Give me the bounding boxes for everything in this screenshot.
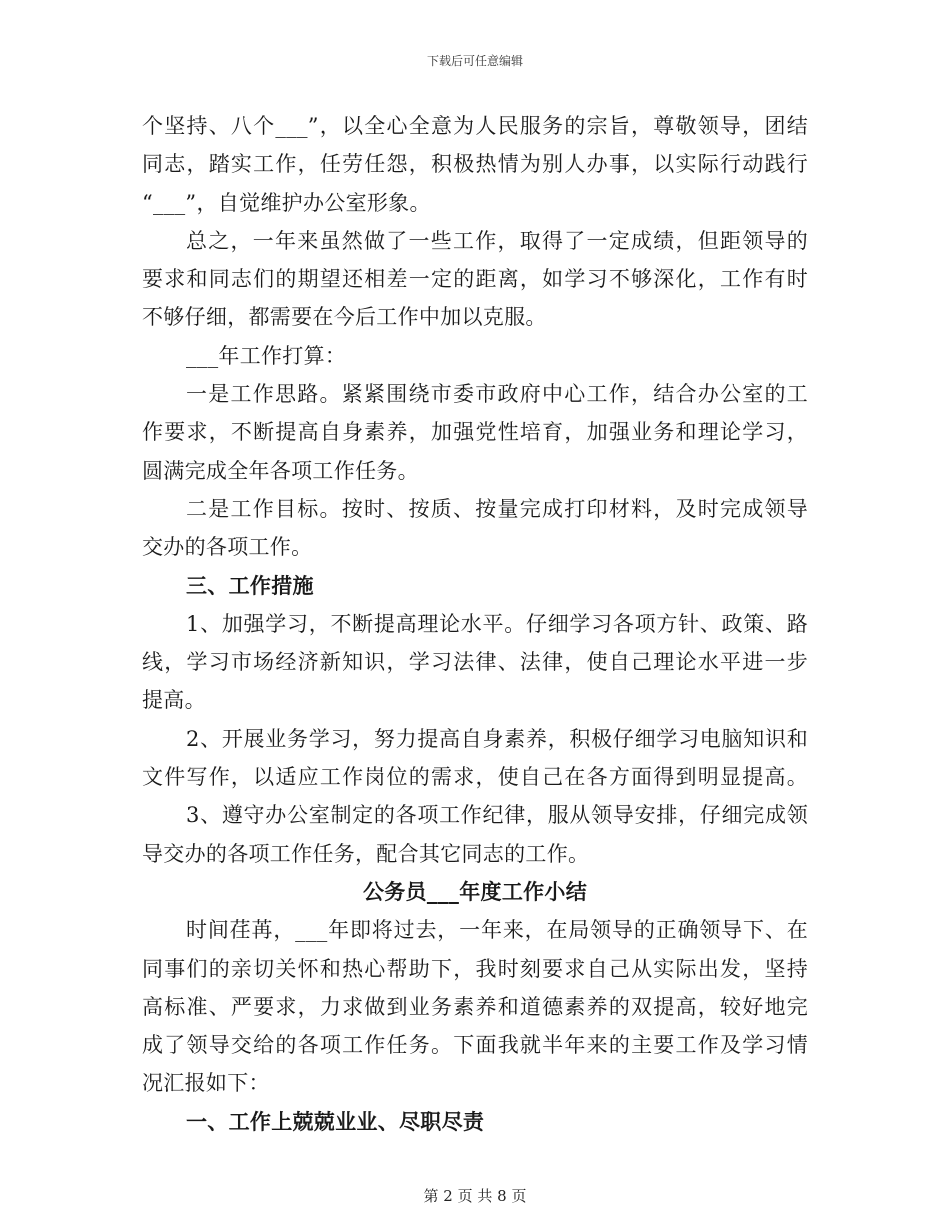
- paragraph-line: 二是工作目标。按时、按质、按量完成打印材料，及时完成领导: [186, 496, 808, 521]
- paragraph-line: 个坚持、八个___”，以全心全意为人民服务的宗旨，尊敬领导，团结: [142, 114, 808, 138]
- section-heading: 一、工作上兢兢业业、尽职尽责: [186, 1108, 485, 1134]
- paragraph-line: 2、开展业务学习，努力提高自身素养，积极仔细学习电脑知识和: [186, 726, 808, 751]
- paragraph-line: 作要求，不断提高自身素养，加强党性培育，加强业务和理论学习，: [142, 420, 808, 445]
- paragraph-line: 圆满完成全年各项工作任务。: [142, 458, 419, 483]
- paragraph-line: 线，学习市场经济新知识，学习法律、法律，使自己理论水平进一步: [142, 650, 808, 675]
- paragraph-line: 要求和同志们的期望还相差一定的距离，如学习不够深化，工作有时: [142, 267, 808, 292]
- paragraph-line: 同事们的亲切关怀和热心帮助下，我时刻要求自己从实际出发，坚持: [142, 956, 808, 981]
- paragraph-line: 时间荏苒，___年即将过去，一年来，在局领导的正确领导下、在: [186, 918, 808, 943]
- document-body: [142, 107, 808, 1141]
- paragraph-line: “___”，自觉维护办公室形象。: [142, 190, 431, 215]
- paragraph-line: 高标准、严要求，力求做到业务素养和道德素养的双提高，较好地完: [142, 994, 808, 1019]
- paragraph-line: 不够仔细，都需要在今后工作中加以克服。: [142, 305, 547, 330]
- paragraph-line: 况汇报如下：: [142, 1071, 270, 1096]
- paragraph-line: 一是工作思路。紧紧围绕市委市政府中心工作，结合办公室的工: [186, 382, 808, 407]
- paragraph-line: 成了领导交给的各项工作任务。下面我就半年来的主要工作及学习情: [142, 1033, 808, 1058]
- section-heading: 公务员___年度工作小结: [362, 878, 588, 904]
- paragraph-line: 导交办的各项工作任务，配合其它同志的工作。: [142, 841, 590, 866]
- page-footer: 第 2 页 共 8 页: [423, 1187, 527, 1205]
- paragraph-line: 同志，踏实工作，任劳任怨，积极热情为别人办事，以实际行动践行: [142, 152, 808, 177]
- paragraph-line: 3、遵守办公室制定的各项工作纪律，服从领导安排，仔细完成领: [186, 803, 808, 828]
- section-heading: 三、工作措施: [186, 572, 314, 598]
- paragraph-line: 文件写作，以适应工作岗位的需求，使自己在各方面得到明显提高。: [142, 765, 808, 790]
- paragraph-line: 总之，一年来虽然做了一些工作，取得了一定成绩，但距领导的: [186, 228, 808, 253]
- paragraph-line: 提高。: [142, 688, 206, 713]
- paragraph-line: 交办的各项工作。: [142, 535, 313, 560]
- paragraph-line: 1、加强学习，不断提高理论水平。仔细学习各项方针、政策、路: [186, 611, 808, 636]
- paragraph-line: ___年工作打算：: [186, 343, 347, 368]
- page-header: 下载后可任意编辑: [426, 54, 523, 68]
